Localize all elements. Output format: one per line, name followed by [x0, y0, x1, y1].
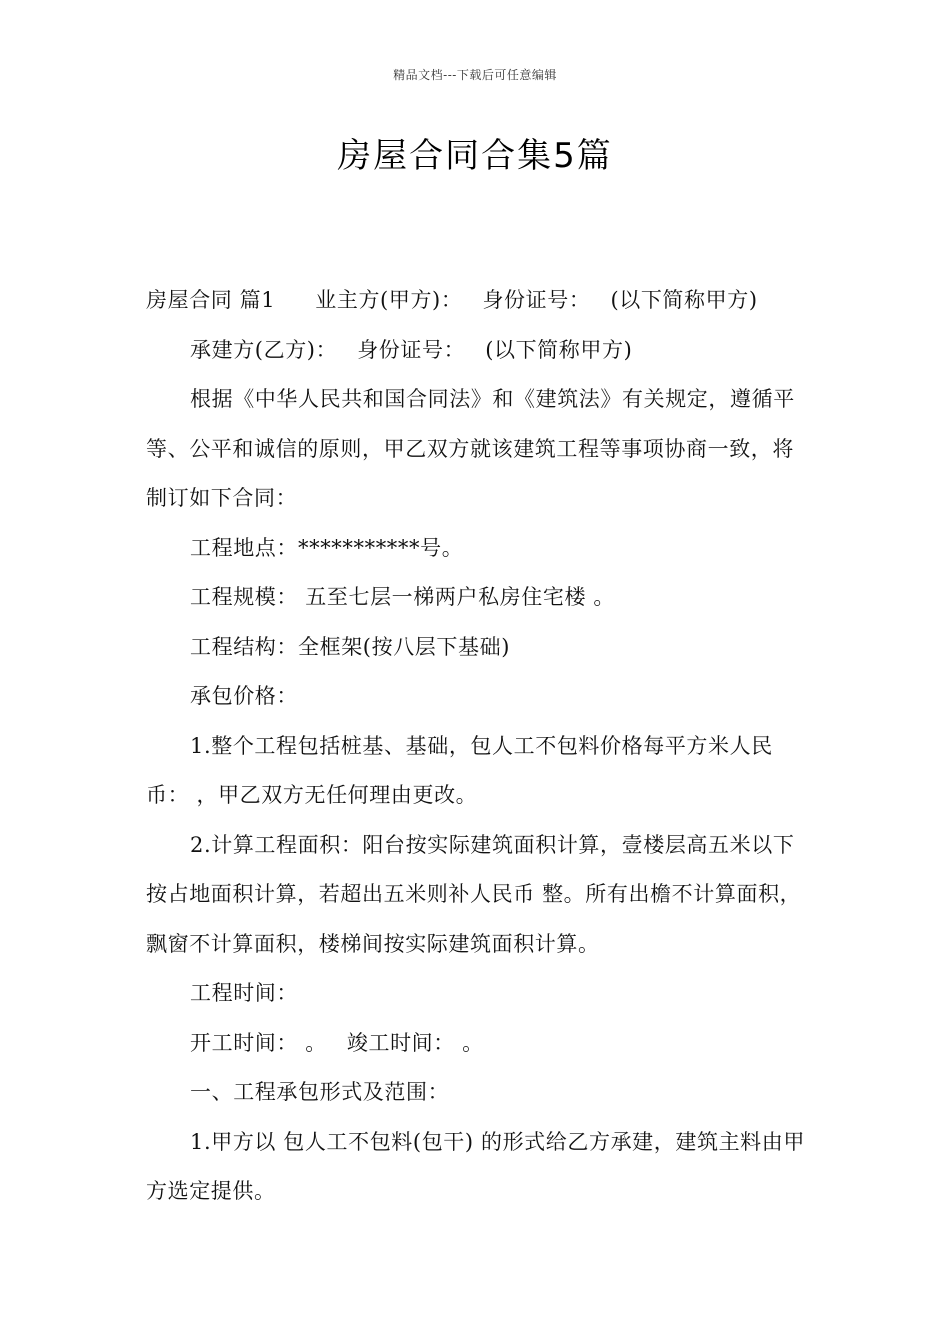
completion-time: 竣工时间： 。	[346, 1030, 484, 1055]
paragraph-10: 工程时间：	[190, 981, 298, 1005]
paragraph-1	[146, 276, 814, 326]
owner-label: 业主方(甲方)：	[315, 288, 463, 312]
contractor-label: 承建方(乙方)：	[190, 337, 338, 362]
section-heading: 房屋合同 篇1	[146, 288, 276, 312]
document-title: 房屋合同合集5篇	[337, 136, 613, 176]
paragraph-12: 一、工程承包形式及范围：	[190, 1080, 450, 1104]
paragraph-13: 1.甲方以 包人工不包料(包干) 的形式给乙方承建，建筑主料由甲方选定提供。	[146, 1129, 805, 1203]
paragraph-3: 根据《中华人民共和国合同法》和《建筑法》有关规定，遵循平等、公平和诚信的原则，甲乙双方就该建筑工程等事项协商一致，将制订如下合同：	[146, 387, 795, 510]
paragraph-4: 工程地点：***********号。	[190, 535, 464, 560]
header-note: 精品文档---下载后可任意编辑	[393, 68, 557, 82]
owner-id-label: 身份证号：	[482, 288, 591, 312]
start-time: 开工时间： 。	[190, 1030, 327, 1055]
paragraph-2	[146, 326, 814, 376]
paragraph-7: 承包价格：	[190, 684, 298, 708]
paragraph-11	[146, 1019, 814, 1069]
paragraph-6: 工程结构：全框架(按八层下基础)	[190, 634, 510, 659]
document-body	[146, 276, 814, 1217]
owner-abbr: (以下简称甲方)	[610, 288, 758, 312]
paragraph-9: 2.计算工程面积：阳台按实际建筑面积计算，壹楼层高五米以下按占地面积计算，若超出五米则补人民币 整。所有出檐不计算面积，飘窗不计算面积，楼梯间按实际建筑面积计算。	[146, 832, 802, 956]
contractor-abbr: (以下简称甲方)	[485, 337, 633, 362]
contractor-id-label: 身份证号：	[357, 337, 466, 362]
paragraph-5: 工程规模： 五至七层一梯两户私房住宅楼 。	[190, 585, 615, 609]
paragraph-8: 1.整个工程包括桩基、基础，包人工不包料价格每平方米人民币： ，甲乙双方无任何理由更改。	[146, 733, 773, 807]
